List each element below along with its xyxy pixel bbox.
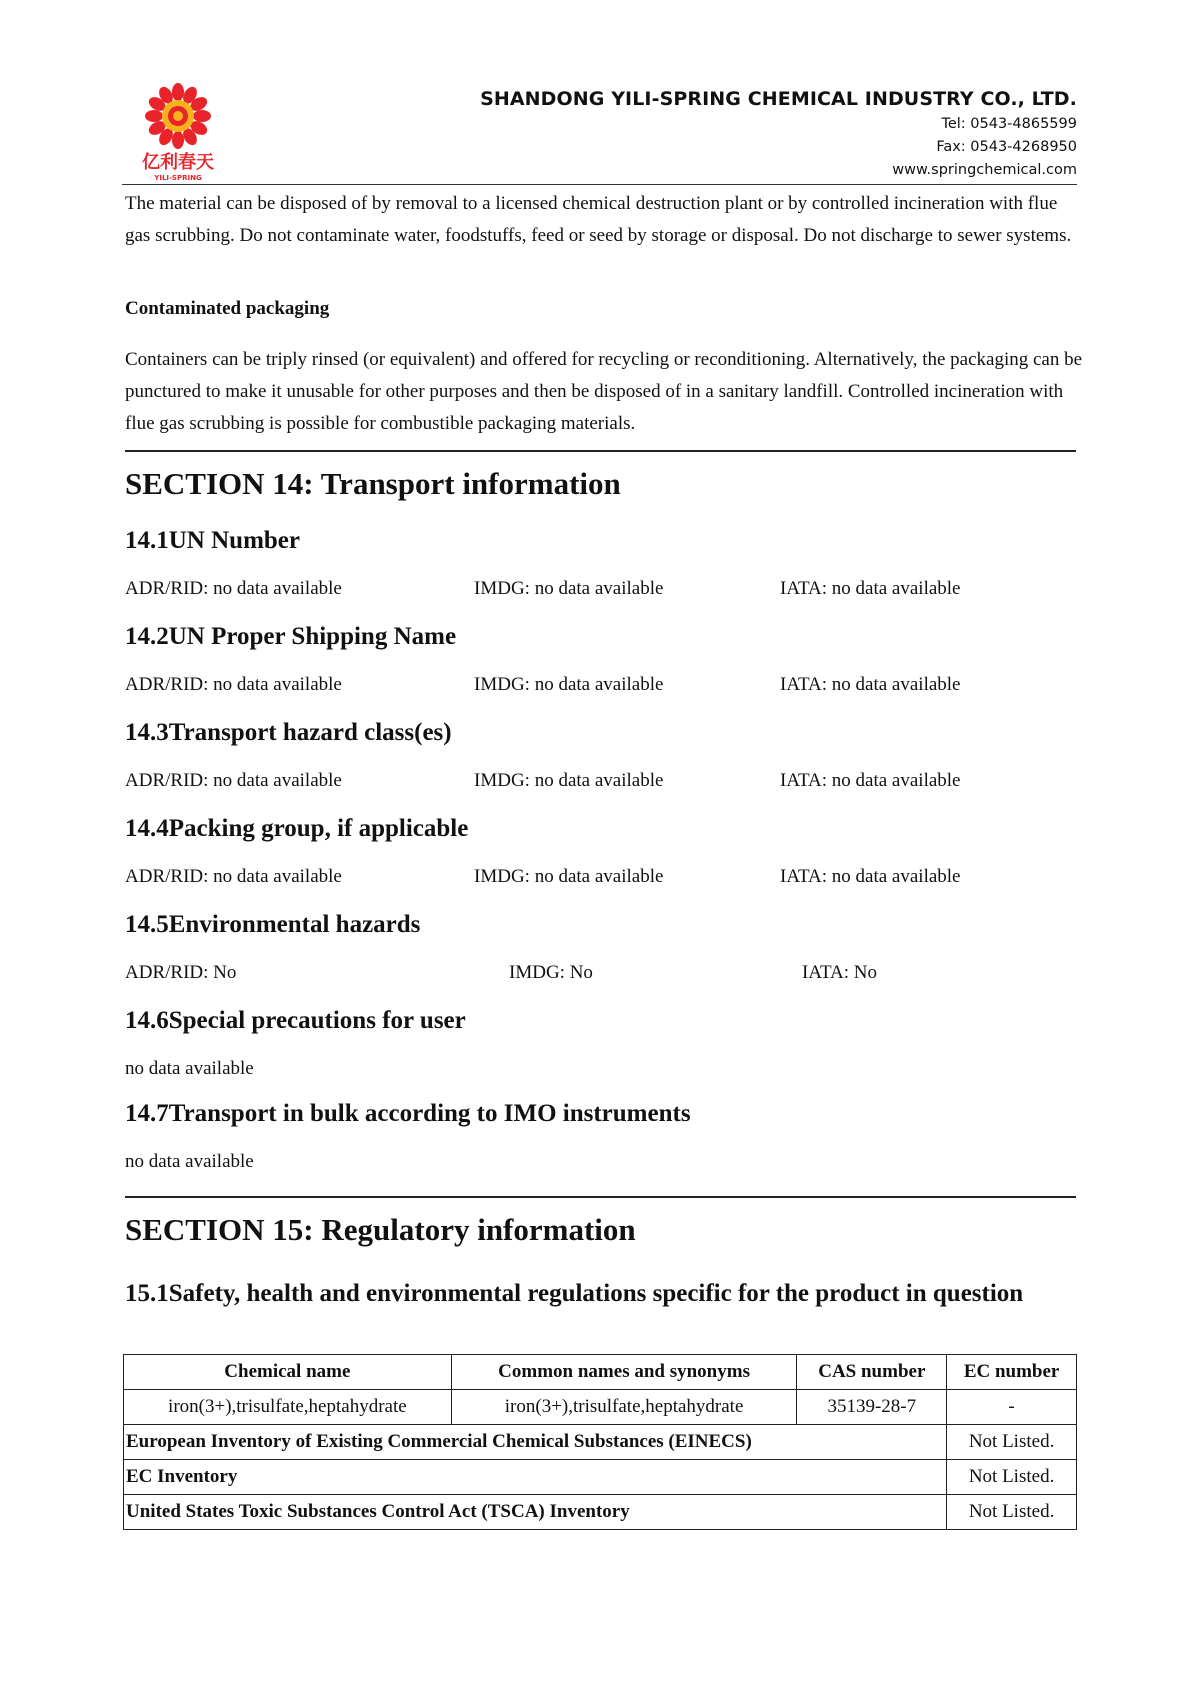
company-tel: Tel: 0543-4865599 [941,116,1077,132]
iata-14-5: IATA: No [802,962,877,983]
cell-cas-number: 35139-28-7 [797,1390,947,1425]
heading-14-2: 14.2UN Proper Shipping Name [125,623,457,650]
inventory-status: Not Listed. [947,1460,1077,1495]
table-row [124,1390,1077,1425]
imdg-14-5: IMDG: No [509,962,593,983]
inventory-name: United States Toxic Substances Control Act (TSCA) Inventory [124,1495,947,1530]
adr-14-5: ADR/RID: No [125,962,237,983]
text-14-6: no data available [125,1058,254,1079]
adr-14-4: ADR/RID: no data available [125,866,342,887]
company-name: SHANDONG YILI-SPRING CHEMICAL INDUSTRY CO., LTD. [480,88,1077,110]
imdg-14-3: IMDG: no data available [474,770,664,791]
imdg-14-2: IMDG: no data available [474,674,664,695]
section-divider [125,450,1076,452]
regulatory-table [123,1354,1077,1530]
cell-chemical-name: iron(3+),trisulfate,heptahydrate [124,1390,452,1425]
adr-14-2: ADR/RID: no data available [125,674,342,695]
table-row [124,1460,1077,1495]
iata-14-1: IATA: no data available [780,578,961,599]
heading-14-5: 14.5Environmental hazards [125,911,421,938]
inventory-status: Not Listed. [947,1495,1077,1530]
section-divider [125,1196,1076,1198]
header-ec-number: EC number [947,1355,1077,1390]
inventory-name: European Inventory of Existing Commercial Chemical Substances (EINECS) [124,1425,947,1460]
table-header-row [124,1355,1077,1390]
iata-14-3: IATA: no data available [780,770,961,791]
imdg-14-4: IMDG: no data available [474,866,664,887]
iata-14-2: IATA: no data available [780,674,961,695]
adr-14-3: ADR/RID: no data available [125,770,342,791]
inventory-name: EC Inventory [124,1460,947,1495]
heading-14-7: 14.7Transport in bulk according to IMO instruments [125,1100,691,1127]
section-14-title: SECTION 14: Transport information [125,466,621,501]
disposal-text: The material can be disposed of by removal to a licensed chemical destruction plant or by controlled incineration with flue gas scrubbing. Do not contaminate water, foodstuffs, feed or seed by storage or disposal. Do not discharge to sewer systems. [125,193,1072,246]
cell-ec-number: - [947,1390,1077,1425]
logo-text-en: YILI-SPRING [154,174,202,182]
logo-text-cn: 亿利春天 [142,152,214,173]
section-15-title: SECTION 15: Regulatory information [125,1212,636,1247]
table-row [124,1425,1077,1460]
text-14-7: no data available [125,1151,254,1172]
header-chemical-name: Chemical name [124,1355,452,1390]
company-fax: Fax: 0543-4268950 [936,139,1077,155]
heading-14-4: 14.4Packing group, if applicable [125,815,469,842]
header-divider [122,184,1077,185]
adr-14-1: ADR/RID: no data available [125,578,342,599]
heading-14-1: 14.1UN Number [125,527,300,554]
heading-14-3: 14.3Transport hazard class(es) [125,719,452,746]
heading-15-1: 15.1Safety, health and environmental regulations specific for the product in question [125,1280,1024,1307]
company-website: www.springchemical.com [892,162,1077,178]
inventory-status: Not Listed. [947,1425,1077,1460]
iata-14-4: IATA: no data available [780,866,961,887]
company-logo [138,78,222,182]
table-row [124,1495,1077,1530]
packaging-text: Containers can be triply rinsed (or equivalent) and offered for recycling or reconditioning. Alternatively, the packaging can be punctured to make it unusable for other purposes and then be disposed of in a sanitary landfill. Controlled incineration with flue gas scrubbing is possible for combustible packaging materials. [125,349,1083,434]
header-common-names: Common names and synonyms [451,1355,797,1390]
heading-14-6: 14.6Special precautions for user [125,1007,466,1034]
cell-common-names: iron(3+),trisulfate,heptahydrate [451,1390,797,1425]
imdg-14-1: IMDG: no data available [474,578,664,599]
header-cas-number: CAS number [797,1355,947,1390]
packaging-heading: Contaminated packaging [125,298,330,319]
